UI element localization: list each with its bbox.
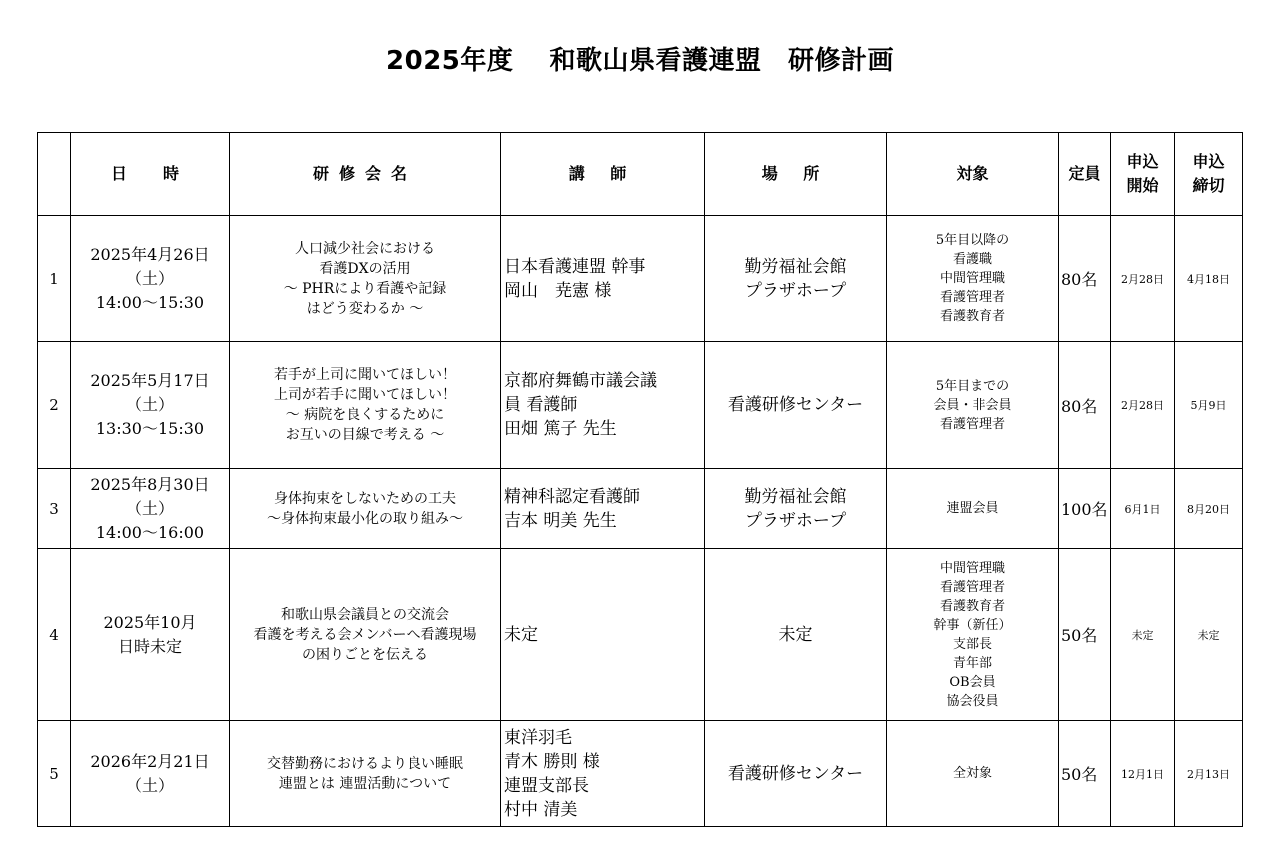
target-cell: 連盟会員 — [887, 469, 1059, 549]
table-row — [38, 549, 1243, 721]
lecturer-cell: 東洋羽毛 青木 勝則 様 連盟支部長 村中 清美 — [501, 721, 705, 827]
header-capacity: 定員 — [1059, 133, 1111, 216]
training-name-cell: 若手が上司に聞いてほしい！ 上司が若手に聞いてほしい！ 〜 病院を良くするために お互いの目線で考える 〜 — [230, 342, 501, 469]
table-row — [38, 721, 1243, 827]
row-number: 4 — [38, 549, 71, 721]
apply-start-cell: 12月1日 — [1111, 721, 1175, 827]
apply-end-cell: 5月9日 — [1175, 342, 1243, 469]
training-plan-table — [37, 132, 1243, 827]
page-title: 2025年度 和歌山県看護連盟 研修計画 — [386, 46, 894, 76]
row-number: 2 — [38, 342, 71, 469]
date-cell: 2025年8月30日 （土） 14:00〜16:00 — [71, 469, 230, 549]
apply-start-cell: 6月1日 — [1111, 469, 1175, 549]
place-cell: 看護研修センター — [705, 721, 887, 827]
target-cell: 全対象 — [887, 721, 1059, 827]
target-cell: 5年目までの 会員・非会員 看護管理者 — [887, 342, 1059, 469]
date-cell: 2026年2月21日 （土） — [71, 721, 230, 827]
training-name-cell: 身体拘束をしないための工夫 〜身体拘束最小化の取り組み〜 — [230, 469, 501, 549]
apply-start-cell: 2月28日 — [1111, 342, 1175, 469]
apply-end-cell: 2月13日 — [1175, 721, 1243, 827]
training-name-cell: 交替勤務におけるより良い睡眠 連盟とは 連盟活動について — [230, 721, 501, 827]
training-name-cell: 和歌山県会議員との交流会 看護を考える会メンバーへ看護現場 の困りごとを伝える — [230, 549, 501, 721]
capacity-cell: 80名 — [1059, 342, 1111, 469]
header-place: 場 所 — [705, 133, 887, 216]
apply-end-cell: 8月20日 — [1175, 469, 1243, 549]
row-number: 5 — [38, 721, 71, 827]
header-row — [38, 133, 1243, 216]
apply-start-cell: 2月28日 — [1111, 216, 1175, 342]
capacity-cell: 50名 — [1059, 721, 1111, 827]
header-apply-end: 申込 締切 — [1175, 133, 1243, 216]
table-row — [38, 216, 1243, 342]
training-name-cell: 人口減少社会における 看護DXの活用 〜 PHRにより看護や記録 はどう変わるか 〜 — [230, 216, 501, 342]
header-apply-start: 申込 開始 — [1111, 133, 1175, 216]
header-name: 研修会名 — [230, 133, 501, 216]
place-cell: 勤労福祉会館 プラザホープ — [705, 469, 887, 549]
apply-end-cell: 未定 — [1175, 549, 1243, 721]
place-cell: 未定 — [705, 549, 887, 721]
date-cell: 2025年5月17日 （土） 13:30〜15:30 — [71, 342, 230, 469]
table-row — [38, 342, 1243, 469]
table-row — [38, 469, 1243, 549]
place-cell: 看護研修センター — [705, 342, 887, 469]
date-cell: 2025年4月26日 （土） 14:00〜15:30 — [71, 216, 230, 342]
header-date: 日 時 — [71, 133, 230, 216]
target-cell: 中間管理職 看護管理者 看護教育者 幹事（新任） 支部長 青年部 OB会員 協会役員 — [887, 549, 1059, 721]
header-target: 対象 — [887, 133, 1059, 216]
apply-end-cell: 4月18日 — [1175, 216, 1243, 342]
lecturer-cell: 日本看護連盟 幹事 岡山 尭憲 様 — [501, 216, 705, 342]
place-cell: 勤労福祉会館 プラザホープ — [705, 216, 887, 342]
header-lecturer: 講 師 — [501, 133, 705, 216]
capacity-cell: 100名 — [1059, 469, 1111, 549]
apply-start-cell: 未定 — [1111, 549, 1175, 721]
row-number: 3 — [38, 469, 71, 549]
lecturer-cell: 京都府舞鶴市議会議 員 看護師 田畑 篤子 先生 — [501, 342, 705, 469]
capacity-cell: 80名 — [1059, 216, 1111, 342]
target-cell: 5年目以降の 看護職 中間管理職 看護管理者 看護教育者 — [887, 216, 1059, 342]
date-cell: 2025年10月 日時未定 — [71, 549, 230, 721]
capacity-cell: 50名 — [1059, 549, 1111, 721]
header-no — [38, 133, 71, 216]
lecturer-cell: 精神科認定看護師 吉本 明美 先生 — [501, 469, 705, 549]
row-number: 1 — [38, 216, 71, 342]
lecturer-cell: 未定 — [501, 549, 705, 721]
